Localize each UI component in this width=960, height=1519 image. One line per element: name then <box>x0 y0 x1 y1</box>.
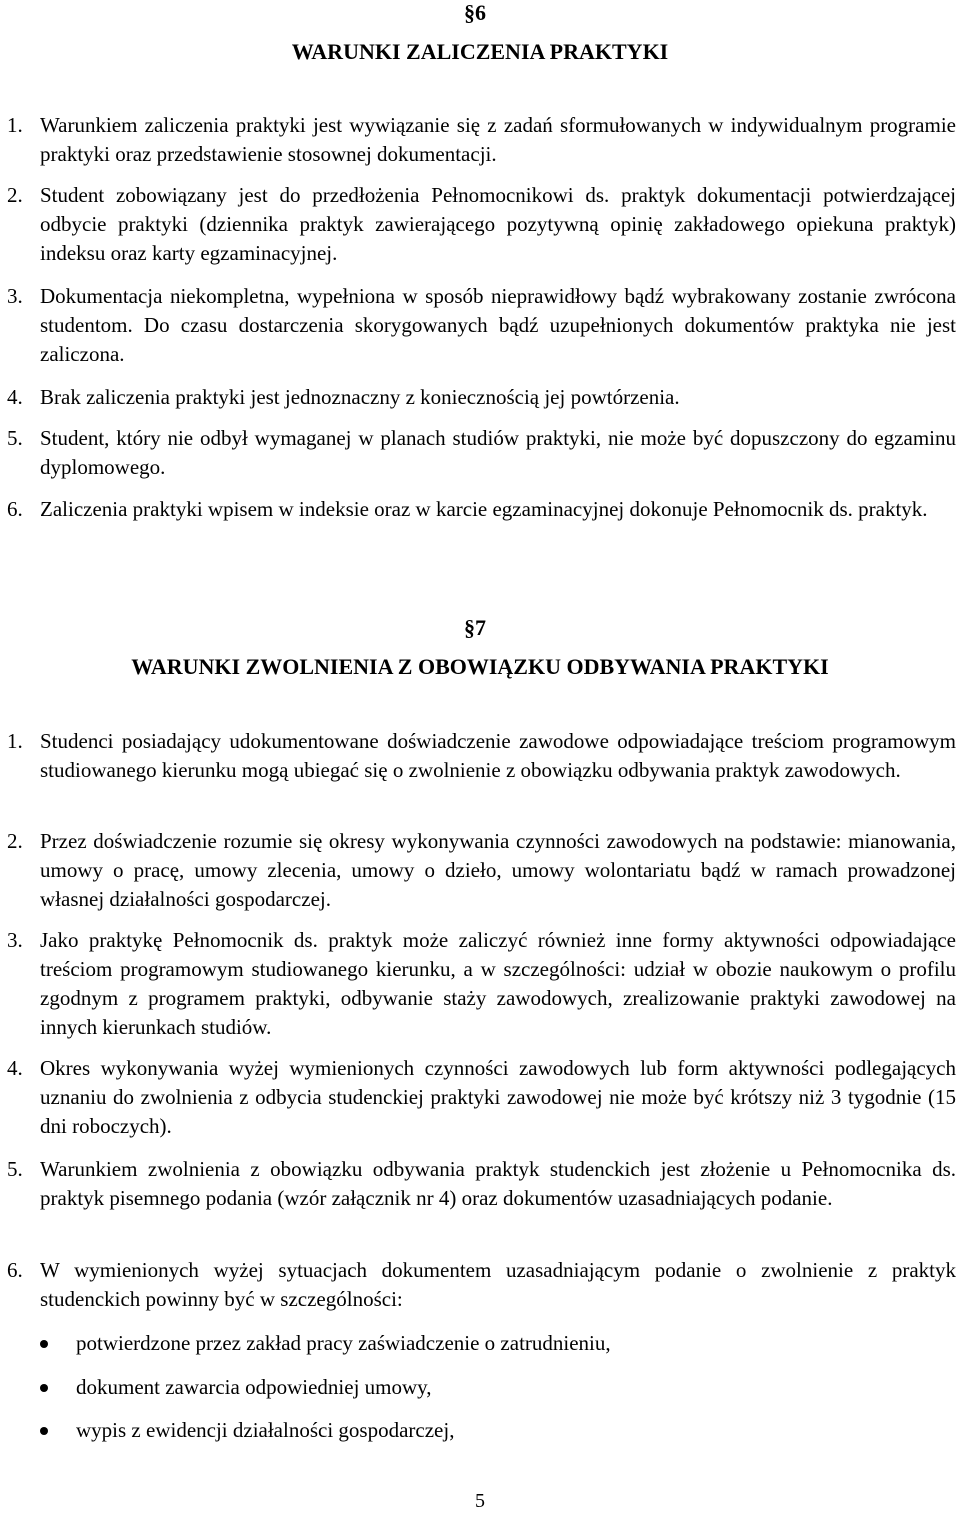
item-text: Student zobowiązany jest do przedłożenia Pełnomocnikowi ds. praktyk dokumentacji potwierdzającej odbycie praktyki (dziennika praktyk zawierającego pozytywną opinię zakładowego opiekuna praktyk) indeksu oraz karty egzaminacyjnej. <box>40 183 956 265</box>
section-7-title: WARUNKI ZWOLNIENIA Z OBOWIĄZKU ODBYWANIA PRAKTYKI <box>131 654 829 679</box>
bullet-dot-icon <box>40 1384 48 1392</box>
list-item <box>7 727 956 785</box>
item-number: 1. <box>7 113 23 137</box>
list-item <box>7 111 956 169</box>
item-number: 6. <box>7 1258 23 1282</box>
list-item <box>7 282 956 369</box>
item-text: Dokumentacja niekompletna, wypełniona w sposób nieprawidłowy bądź wybrakowany zostanie zwrócona studentom. Do czasu dostarczenia skorygowanych bądź uzupełnionych dokumentów praktyka nie jest zaliczona. <box>40 284 956 366</box>
item-number: 1. <box>7 729 23 753</box>
item-text: W wymienionych wyżej sytuacjach dokumentem uzasadniającym podanie o zwolnienie z praktyk studenckich powinny być w szczególności: <box>40 1258 956 1311</box>
item-text: Student, który nie odbył wymaganej w planach studiów praktyki, nie może być dopuszczony do egzaminu dyplomowego. <box>40 426 956 479</box>
item-number: 4. <box>7 385 23 409</box>
item-number: 3. <box>7 928 23 952</box>
page-number: 5 <box>475 1490 485 1512</box>
list-item <box>7 181 956 268</box>
item-text: Przez doświadczenie rozumie się okresy wykonywania czynności zawodowych na podstawie: mianowania, umowy o pracę, umowy zlecenia, umowy o dzieło, umowy wolontariatu bądź w ramach prowadzonej własnej działalności gospodarczej. <box>40 829 956 911</box>
item-number: 5. <box>7 426 23 450</box>
bullet-item <box>40 1373 940 1402</box>
list-item <box>7 1054 956 1141</box>
bullet-text: potwierdzone przez zakład pracy zaświadczenie o zatrudnieniu, <box>76 1331 611 1355</box>
list-item <box>7 1155 956 1213</box>
section-6-number: §6 <box>464 0 486 25</box>
list-item <box>7 1256 956 1314</box>
bullet-item <box>40 1416 940 1445</box>
bullet-item <box>40 1329 940 1358</box>
item-text: Brak zaliczenia praktyki jest jednoznaczny z koniecznością jej powtórzenia. <box>40 385 680 409</box>
list-item <box>7 495 956 524</box>
item-text: Warunkiem zwolnienia z obowiązku odbywania praktyk studenckich jest złożenie u Pełnomocnika ds. praktyk pisemnego podania (wzór załącznik nr 4) oraz dokumentów uzasadniających podanie. <box>40 1157 956 1210</box>
list-item <box>7 926 956 1042</box>
item-number: 2. <box>7 829 23 853</box>
item-text: Okres wykonywania wyżej wymienionych czynności zawodowych lub form aktywności podlegających uznaniu do zwolnienia z odbycia studenckiej praktyki zawodowej nie może być krótszy niż 3 tygodnie (15 dni roboczych). <box>40 1056 956 1138</box>
bullet-text: dokument zawarcia odpowiedniej umowy, <box>76 1375 432 1399</box>
item-number: 2. <box>7 183 23 207</box>
item-number: 3. <box>7 284 23 308</box>
item-text: Jako praktykę Pełnomocnik ds. praktyk może zaliczyć również inne formy aktywności odpowiadające treściom programowym studiowanego kierunku, a w szczególności: udział w obozie naukowym o profilu zgodnym z programem praktyki, odbywanie staży zawodowych, zrealizowanie praktyki zawodowej na innych kierunkach studiów. <box>40 928 956 1039</box>
bullet-text: wypis z ewidencji działalności gospodarczej, <box>76 1418 455 1442</box>
item-number: 6. <box>7 497 23 521</box>
item-text: Zaliczenia praktyki wpisem w indeksie oraz w karcie egzaminacyjnej dokonuje Pełnomocnik ds. praktyk. <box>40 497 928 521</box>
section-7-number: §7 <box>464 615 486 640</box>
bullet-dot-icon <box>40 1340 48 1348</box>
list-item <box>7 424 956 482</box>
list-item <box>7 827 956 914</box>
bullet-dot-icon <box>40 1427 48 1435</box>
list-item <box>7 383 956 412</box>
item-number: 4. <box>7 1056 23 1080</box>
section-6-title: WARUNKI ZALICZENIA PRAKTYKI <box>291 39 669 64</box>
item-text: Studenci posiadający udokumentowane doświadczenie zawodowe odpowiadające treściom programowym studiowanego kierunku mogą ubiegać się o zwolnienie z obowiązku odbywania praktyk zawodowych. <box>40 729 956 782</box>
item-text: Warunkiem zaliczenia praktyki jest wywiązanie się z zadań sformułowanych w indywidualnym programie praktyki oraz przedstawienie stosownej dokumentacji. <box>40 113 956 166</box>
item-number: 5. <box>7 1157 23 1181</box>
